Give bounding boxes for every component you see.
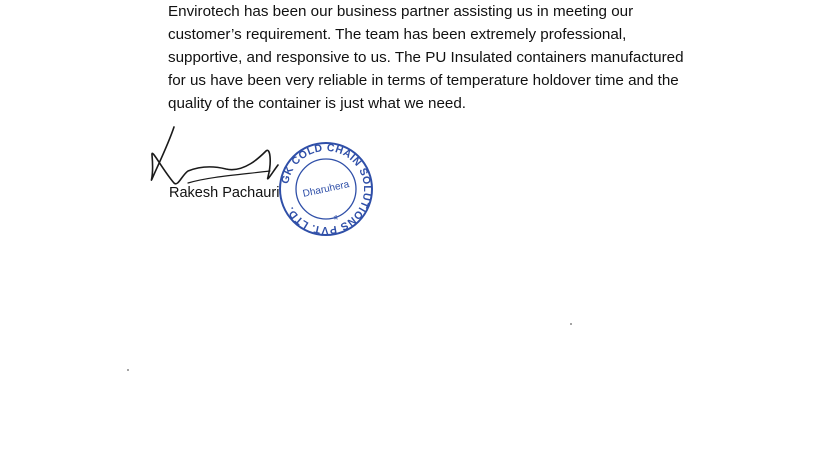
paragraph-line: customer’s requirement. The team has been extremely professional,	[168, 26, 627, 43]
paragraph-line: for us have been very reliable in terms of temperature holdover time and the	[168, 72, 679, 89]
scan-speck	[127, 369, 129, 371]
testimonial-paragraph	[168, 0, 688, 115]
paragraph-line: quality of the container is just what we need.	[168, 95, 467, 112]
stamp-company-text: GK COLD CHAIN SOLUTIONS PVT. LTD.	[279, 141, 374, 237]
paragraph-line: supportive, and responsive to us. The PU Insulated containers manufactured	[168, 49, 684, 66]
stamp-city-text: Dharuhera	[301, 179, 351, 200]
company-stamp	[270, 140, 382, 238]
scan-speck	[570, 323, 572, 325]
signatory-name: Rakesh Pachauri	[169, 185, 280, 201]
stamp-star-icon: *	[333, 212, 339, 227]
paragraph-line: Envirotech has been our business partner assisting us in meeting our	[168, 3, 634, 20]
